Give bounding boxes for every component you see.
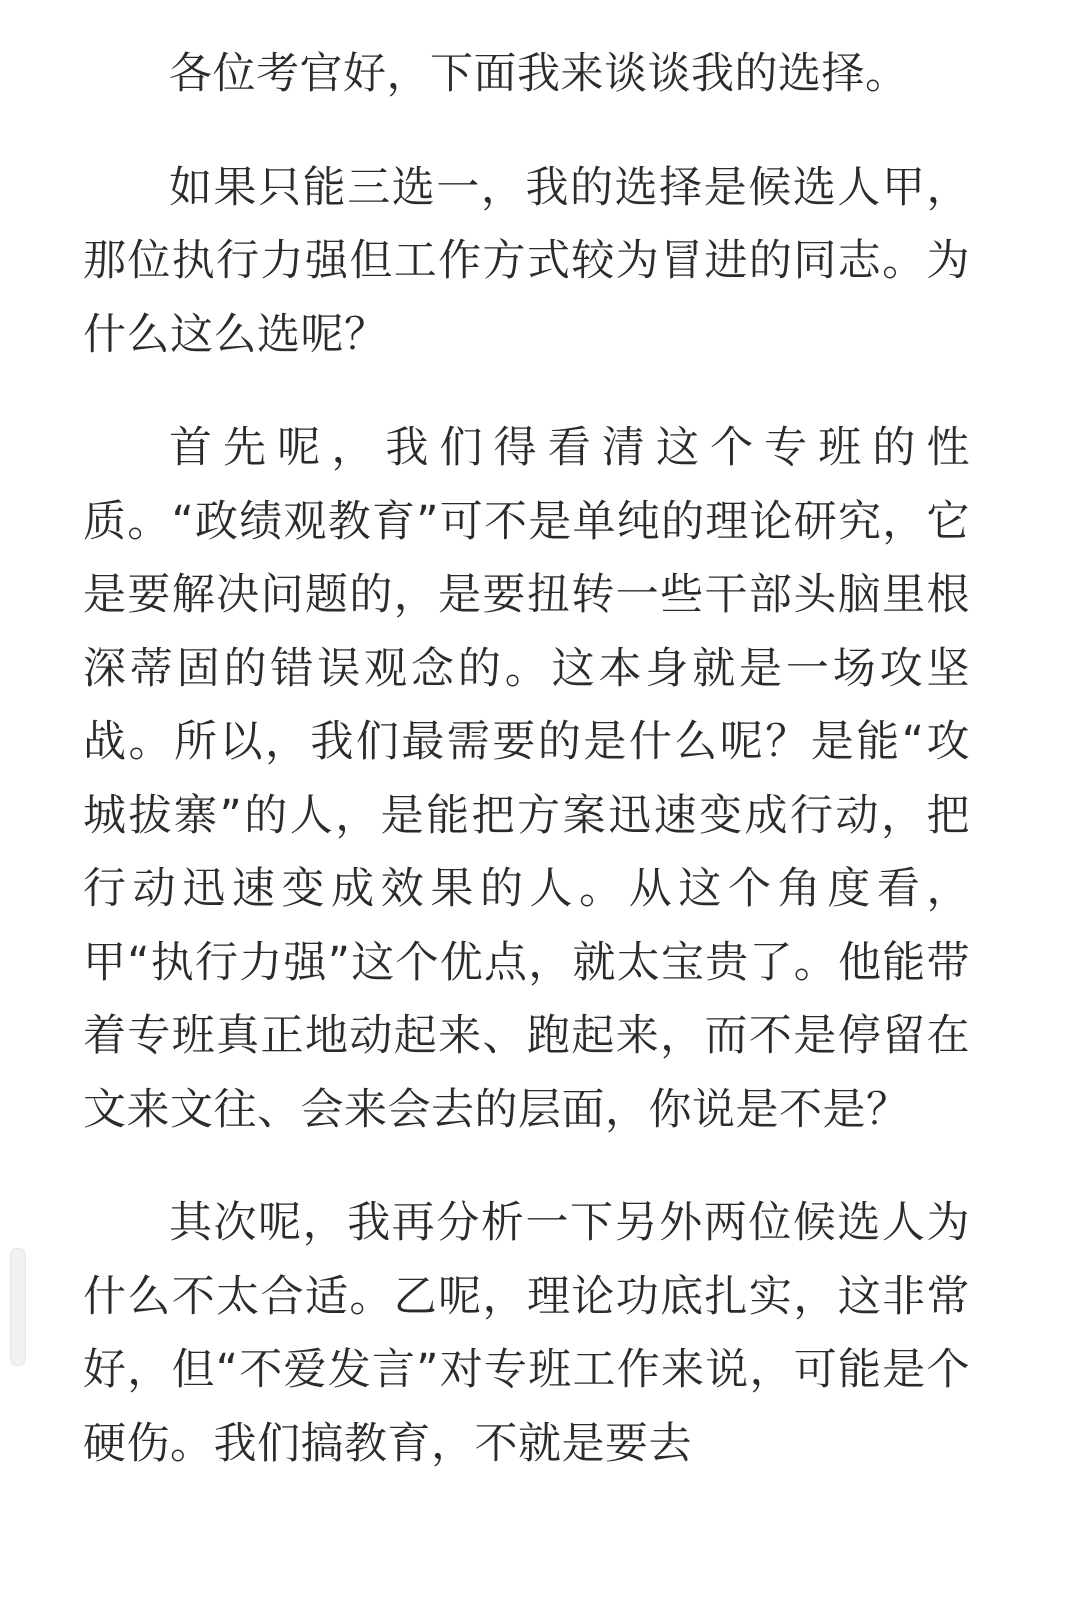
paragraph-first-reason: 首先呢，我们得看清这个专班的性质。“政绩观教育”可不是单纯的理论研究，它是要解决问题的，是要扭转一些干部头脑里根深蒂固的错误观念的。这本身就是一场攻坚战。所以，我们最需要的是什么呢？是能“攻城拔寨”的人，是能把方案迅速变成行动，把行动迅速变成效果的人。从这个角度看，甲“执行力强”这个优点，就太宝贵了。他能带着专班真正地动起来、跑起来，而不是停留在文来文往、会来会去的层面，你说是不是？ bbox=[83, 423, 970, 1135]
scroll-handle[interactable] bbox=[10, 1248, 26, 1366]
paragraph-choice: 如果只能三选一，我的选择是候选人甲，那位执行力强但工作方式较为冒进的同志。为什么这么选呢？ bbox=[83, 162, 970, 360]
paragraph-greeting: 各位考官好，下面我来谈谈我的选择。 bbox=[169, 49, 909, 99]
article-body bbox=[83, 38, 970, 1481]
paragraph-second-reason: 其次呢，我再分析一下另外两位候选人为什么不太合适。乙呢，理论功底扎实，这非常好，但“不爱发言”对专班工作来说，可能是个硬伤。我们搞教育，不就是要去 bbox=[83, 1198, 970, 1469]
